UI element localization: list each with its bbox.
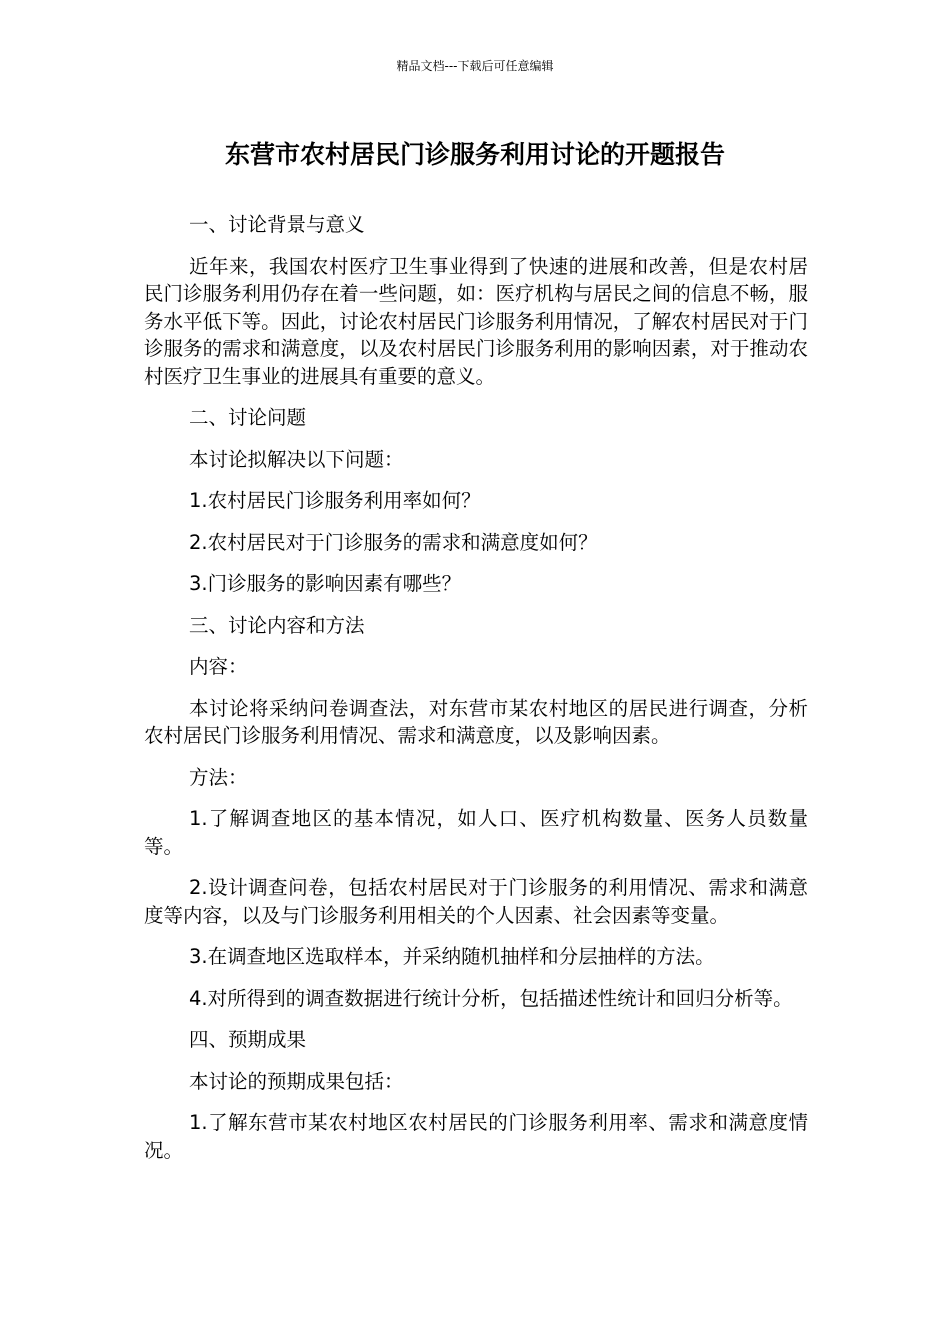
document-title: 东营市农村居民门诊服务利用讨论的开题报告 — [224, 140, 725, 169]
header-note: 精品文档---下载后可任意编辑 — [396, 59, 554, 73]
subheading-methods: 方法： — [189, 765, 248, 789]
section-heading-questions: 二、讨论问题 — [189, 406, 307, 429]
paragraph-results-intro: 本讨论的预期成果包括： — [189, 1069, 404, 1093]
list-item-question-2: 2.农村居民对于门诊服务的需求和满意度如何？ — [189, 530, 598, 554]
paragraph-content: 本讨论将采纳问卷调查法，对东营市某农村地区的居民进行调查，分析农村居民门诊服务利用情况、需求和满意度，以及影响因素。 — [144, 696, 808, 747]
list-item-method-2: 2.设计调查问卷，包括农村居民对于门诊服务的利用情况、需求和满意度等内容，以及与门诊服务利用相关的个人因素、社会因素等变量。 — [144, 876, 808, 927]
list-item-result-1: 1.了解东营市某农村地区农村居民的门诊服务利用率、需求和满意度情况。 — [144, 1111, 808, 1162]
document-body — [144, 211, 808, 1164]
list-item-question-1: 1.农村居民门诊服务利用率如何？ — [189, 489, 481, 512]
section-heading-background: 一、讨论背景与意义 — [189, 213, 365, 236]
subheading-content: 内容： — [189, 655, 248, 678]
list-item-method-3: 3.在调查地区选取样本，并采纳随机抽样和分层抽样的方法。 — [189, 945, 715, 968]
section-heading-expected-results: 四、预期成果 — [189, 1028, 307, 1051]
paragraph-background: 近年来，我国农村医疗卫生事业得到了快速的进展和改善，但是农村居民门诊服务利用仍存在着一些问题，如：医疗机构与居民之间的信息不畅，服务水平低下等。因此，讨论农村居民门诊服务利用情况，了解农村居民对于门诊服务的需求和满意度，以及农村居民门诊服务利用的影响因素，对于推动农村医疗卫生事业的进展具有重要的意义。 — [144, 254, 808, 388]
section-heading-content-methods: 三、讨论内容和方法 — [189, 613, 365, 637]
list-item-question-3: 3.门诊服务的影响因素有哪些？ — [189, 572, 462, 595]
list-item-method-4: 4.对所得到的调查数据进行统计分析，包括描述性统计和回归分析等。 — [189, 986, 793, 1010]
paragraph-questions-intro: 本讨论拟解决以下问题： — [189, 447, 404, 471]
list-item-method-1: 1.了解调查地区的基本情况，如人口、医疗机构数量、医务人员数量等。 — [144, 807, 808, 858]
